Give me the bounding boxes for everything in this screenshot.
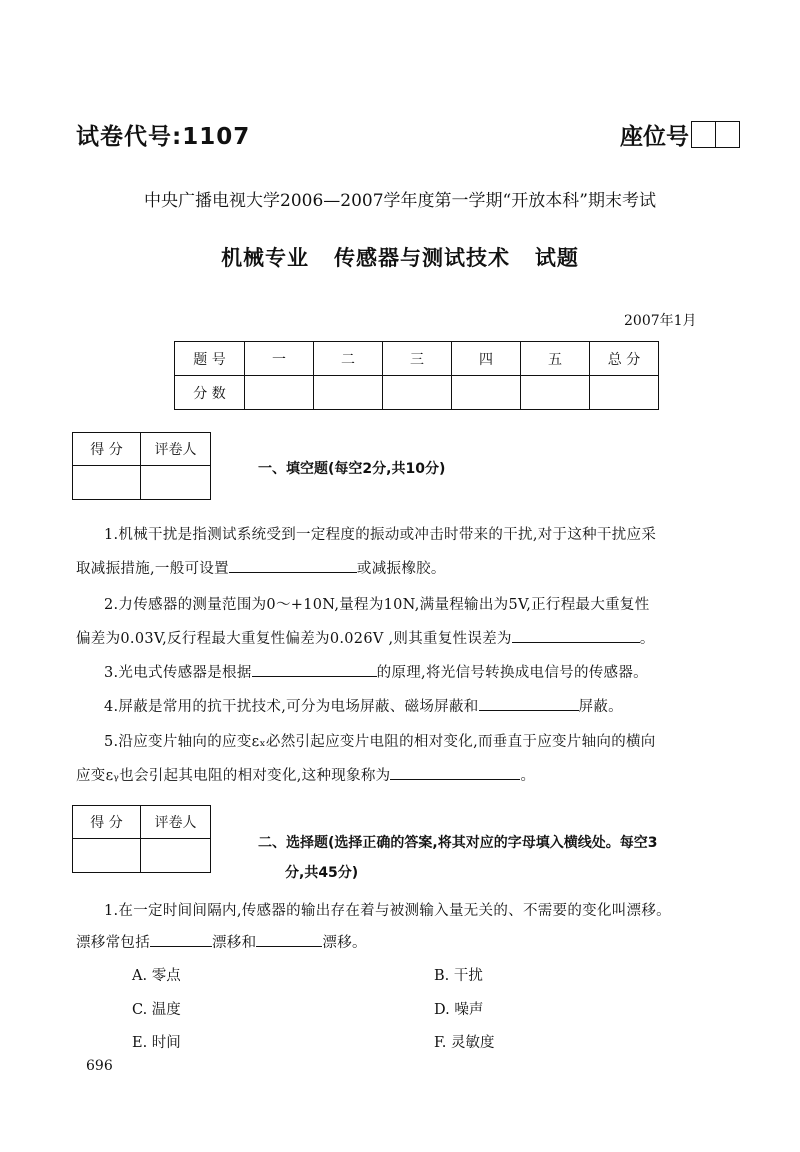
answer-blank[interactable] (512, 628, 640, 643)
score-table-cell: 三 (383, 342, 452, 376)
seat-number-field (620, 118, 740, 151)
section-2-heading-line2: 分,共45分) (285, 865, 359, 881)
option-d: D. 噪声 (434, 1002, 484, 1018)
section-2-heading-line1: 二、选择题(选择正确的答案,将其对应的字母填入横线处。每空3 (258, 835, 658, 851)
text: 3.光电式传感器是根据 (104, 665, 252, 681)
grader-label: 评卷人 (141, 433, 211, 466)
s1-q3 (104, 656, 648, 690)
score-input-cell[interactable] (590, 376, 659, 410)
score-label: 得 分 (73, 433, 141, 466)
text: 或减振橡胶。 (356, 561, 446, 577)
grader-label: 评卷人 (141, 806, 211, 839)
score-input-cell[interactable] (383, 376, 452, 410)
exam-date: 2007年1月 (624, 313, 697, 329)
s1-q1-line1: 1.机械干扰是指测试系统受到一定程度的振动或冲击时带来的干扰,对于这种干扰应采 (104, 527, 657, 543)
option-e: E. 时间 (132, 1035, 181, 1051)
score-input-cell[interactable] (521, 376, 590, 410)
s2-q1-line1: 1.在一定时间间隔内,传感器的输出存在着与被测输入量无关的、不需要的变化叫漂移。 (104, 903, 671, 919)
answer-blank[interactable] (229, 558, 357, 573)
score-input-cell[interactable] (73, 466, 141, 500)
score-table-cell: 题 号 (175, 342, 245, 376)
score-label: 得 分 (73, 806, 141, 839)
score-table-cell: 一 (245, 342, 314, 376)
answer-blank[interactable] (390, 765, 520, 780)
text: 。 (520, 768, 536, 784)
score-input-cell[interactable] (314, 376, 383, 410)
answer-blank[interactable] (150, 932, 212, 947)
text: 漂移和 (212, 935, 257, 951)
exam-title: 机械专业 传感器与测试技术 试题 (221, 246, 579, 270)
text: 漂移。 (322, 935, 367, 951)
s1-q2-line1: 2.力传感器的测量范围为0～+10N,量程为10N,满量程输出为5V,正行程最大重复性 (104, 597, 650, 613)
s1-q5-line2 (76, 759, 535, 793)
text: 应变εᵧ也会引起其电阻的相对变化,这种现象称为 (76, 768, 391, 784)
paper-code: 试卷代号:1107 (76, 124, 251, 150)
s1-q2-line2 (76, 622, 655, 656)
s1-q1-line2 (76, 552, 446, 586)
page-number: 696 (86, 1058, 113, 1074)
text: 偏差为0.03V,反行程最大重复性偏差为0.026V ,则其重复性误差为 (76, 631, 512, 647)
option-b: B. 干扰 (434, 968, 483, 984)
s2-q1-line2 (76, 926, 367, 960)
score-table-cell: 五 (521, 342, 590, 376)
university-line: 中央广播电视大学2006—2007学年度第一学期“开放本科”期末考试 (144, 191, 656, 211)
option-c: C. 温度 (132, 1002, 181, 1018)
option-a: A. 零点 (132, 968, 181, 984)
grader-box-1 (72, 432, 211, 500)
score-table-cell: 二 (314, 342, 383, 376)
grader-input-cell[interactable] (141, 466, 211, 500)
text: 4.屏蔽是常用的抗干扰技术,可分为电场屏蔽、磁场屏蔽和 (104, 699, 479, 715)
score-input-cell[interactable] (73, 839, 141, 873)
answer-blank[interactable] (479, 696, 579, 711)
grader-input-cell[interactable] (141, 839, 211, 873)
answer-blank[interactable] (252, 662, 377, 677)
seat-number-boxes[interactable] (691, 121, 740, 148)
score-input-cell[interactable] (452, 376, 521, 410)
grader-box-2 (72, 805, 211, 873)
section-1-heading: 一、填空题(每空2分,共10分) (258, 461, 446, 477)
seat-label: 座位号 (620, 124, 689, 150)
s1-q5-line1: 5.沿应变片轴向的应变εₓ必然引起应变片电阻的相对变化,而垂直于应变片轴向的横向 (104, 734, 656, 750)
score-table-header-row (175, 342, 659, 376)
text: 屏蔽。 (578, 699, 623, 715)
text: 漂移常包括 (76, 935, 150, 951)
score-table (174, 341, 659, 410)
text: 取减振措施,一般可设置 (76, 561, 229, 577)
text: 的原理,将光信号转换成电信号的传感器。 (376, 665, 648, 681)
s1-q4 (104, 690, 623, 724)
score-table-cell: 总 分 (590, 342, 659, 376)
answer-blank[interactable] (256, 932, 322, 947)
option-f: F. 灵敏度 (434, 1035, 495, 1051)
score-table-score-row (175, 376, 659, 410)
score-table-cell: 分 数 (175, 376, 245, 410)
score-input-cell[interactable] (245, 376, 314, 410)
text: 。 (639, 631, 655, 647)
score-table-cell: 四 (452, 342, 521, 376)
